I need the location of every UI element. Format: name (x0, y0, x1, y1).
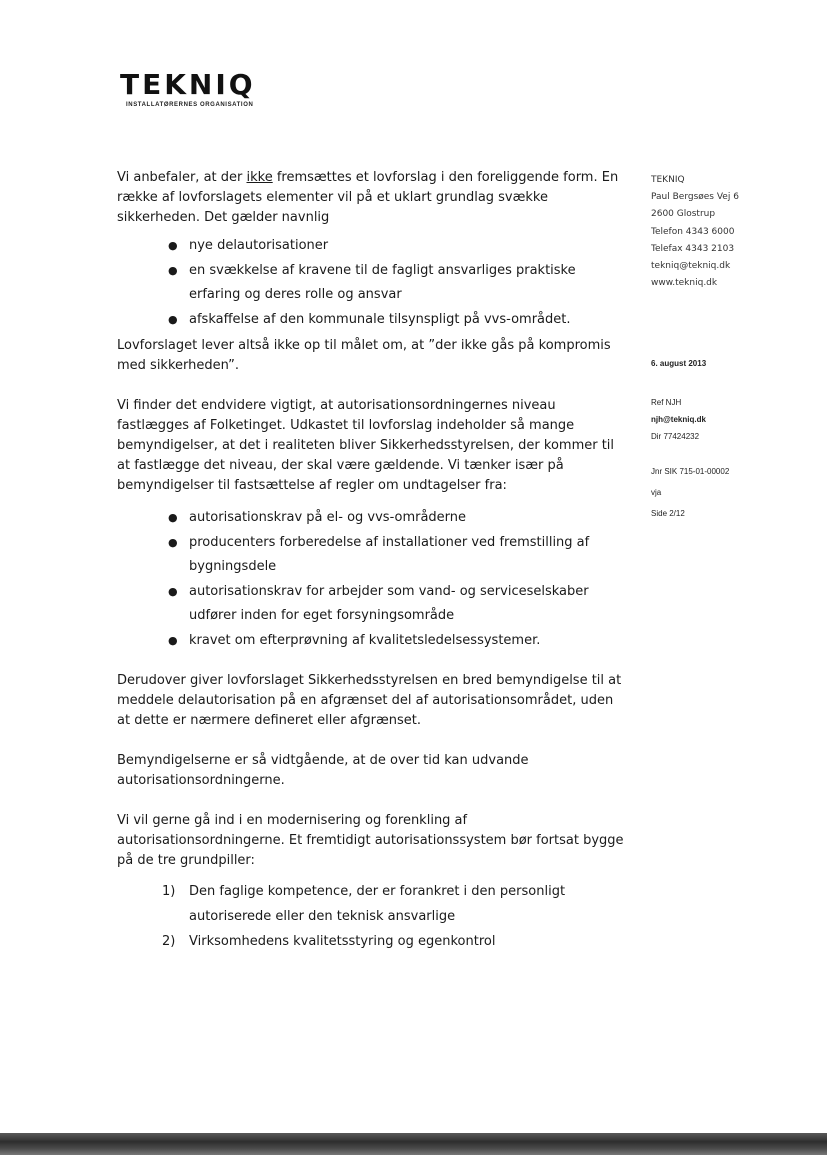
numbered-list-pillars (117, 879, 627, 954)
bullet-icon: ● (168, 535, 178, 549)
list-item (117, 580, 627, 629)
list-item (117, 629, 627, 654)
text-run: fremsættes et lovforslag i den foreliggende form. En række af lovforslagets elementer vil på et uklart grundlag svække sikkerheden. Det gælder navnlig (117, 170, 619, 225)
page-number: Side 2/12 (651, 509, 685, 519)
list-item (117, 531, 627, 580)
paragraph-conclusion: Lovforslaget lever altså ikke op til målet om, at ”der ikke gås på kompromis med sikkerheden”. (117, 338, 611, 373)
sender-street: Paul Bergsøes Vej 6 (651, 192, 739, 203)
list-item-text: afskaffelse af den kommunale tilsynspligt på vvs-området. (189, 311, 571, 327)
bullet-list-exemptions (117, 506, 627, 653)
list-item-text: nye delautorisationer (189, 238, 329, 253)
direct-phone: Dir 77424232 (651, 432, 700, 442)
list-item-text: kravet om efterprøvning af kvalitetsledelsessystemer. (189, 632, 541, 648)
letter-date: 6. august 2013 (651, 359, 707, 369)
list-number: 1) (162, 884, 176, 899)
bullet-icon: ● (168, 584, 178, 598)
list-item-text: autorisationskrav for arbejder som vand- og serviceselskaber udfører inden for eget forsyningsområde (189, 583, 589, 623)
list-item (117, 879, 627, 929)
logo-wordmark: TEKNIQ (120, 68, 256, 101)
list-item (117, 929, 627, 954)
underlined-word: ikke (246, 170, 273, 185)
sender-org: TEKNIQ (651, 175, 685, 185)
list-item-text: Den faglige kompetence, der er forankret i den personligt autoriserede eller den teknisk ansvarlige (189, 884, 566, 924)
list-item (117, 308, 627, 333)
tekniq-logo (120, 70, 256, 108)
list-number: 2) (162, 934, 176, 949)
reference-block (651, 394, 821, 445)
paragraph-modernisation: Vi vil gerne gå ind i en modernisering og forenkling af autorisationsordningerne. Et fremtidigt autorisationssystem bør fortsat bygge på de tre grundpiller: (117, 813, 624, 868)
sender-info-sidebar (651, 172, 821, 522)
list-item-text: en svækkelse af kravene til de fagligt ansvarliges praktiske erfaring og deres rolle og ansvar (189, 262, 576, 302)
journal-number: Jnr SIK 715-01-00002 (651, 467, 730, 477)
bullet-icon: ● (168, 239, 178, 252)
sender-city: 2600 Glostrup (651, 209, 716, 220)
reference-email: njh@tekniq.dk (651, 415, 706, 425)
paragraph-level: Vi finder det endvidere vigtigt, at autorisationsordningernes niveau fastlægges af Folketinget. Udkastet til lovforslag indeholder så mange bemyndigelser, at det i realiteten bliver Sikkerhedsstyrelsen, der kommer til at fastlægge det niveau, der skal være gældende. Vi tænker især på bemyndigelser til fastsættelse af regler om undtagelser fra: (117, 398, 615, 493)
list-item (117, 234, 627, 259)
sender-phone: Telefon 4343 6000 (651, 226, 735, 237)
sender-fax: Telefax 4343 2103 (651, 243, 735, 254)
sender-email: tekniq@tekniq.dk (651, 261, 731, 272)
bullet-icon: ● (168, 312, 178, 326)
bullet-icon: ● (168, 633, 178, 647)
bullet-list-concerns (117, 234, 627, 332)
bullet-icon: ● (168, 263, 178, 277)
list-item-text: producenters forberedelse af installationer ved fremstilling af bygningsdele (189, 534, 590, 574)
paragraph-recommendation (117, 168, 627, 228)
reference-initials: Ref NJH (651, 398, 682, 408)
typist-initials: vja (651, 488, 662, 498)
text-run: Vi anbefaler, at der (117, 170, 247, 185)
letter-body (117, 168, 627, 954)
bullet-icon: ● (168, 511, 178, 524)
paragraph-delegation: Derudover giver lovforslaget Sikkerhedsstyrelsen en bred bemyndigelse til at meddele delautorisation på en afgrænset del af autorisationsområdet, uden at dette er nærmere defineret eller afgrænset. (117, 673, 622, 728)
sender-website: www.tekniq.dk (651, 278, 718, 289)
paragraph-dilution: Bemyndigelserne er så vidtgående, at de over tid kan udvande autorisationsordningerne. (117, 753, 529, 788)
scan-footer-bar (0, 1133, 827, 1155)
logo-tagline: INSTALLATØRERNES ORGANISATION (126, 102, 254, 108)
address-block (651, 172, 821, 292)
list-item-text: Virksomhedens kvalitetsstyring og egenkontrol (189, 934, 496, 949)
list-item (117, 506, 627, 531)
list-item (117, 259, 627, 308)
list-item-text: autorisationskrav på el- og vvs-områderne (189, 510, 467, 525)
